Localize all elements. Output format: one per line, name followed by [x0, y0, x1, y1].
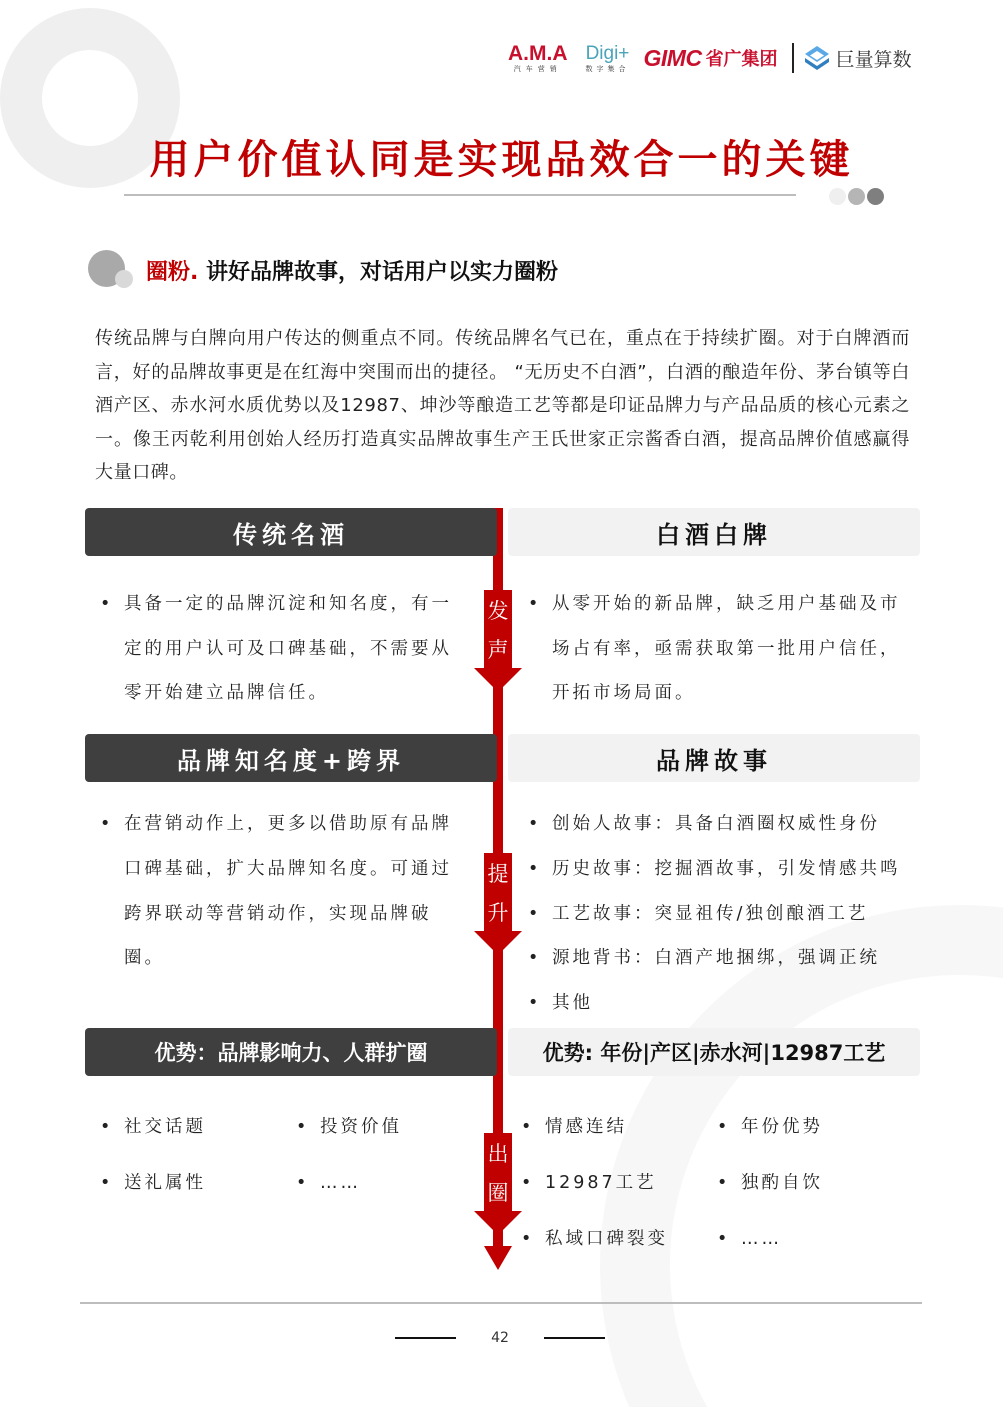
- list-item: • 送礼属性: [98, 1155, 294, 1211]
- arrow-improve: 提 升: [474, 853, 522, 955]
- logo-divider: [792, 43, 794, 73]
- page-number: 42: [491, 1330, 509, 1346]
- list-item: • ……: [294, 1155, 490, 1211]
- footer-dash-right: [544, 1337, 605, 1339]
- list-item: • 年份优势: [715, 1099, 911, 1155]
- dot-dark: [867, 188, 884, 205]
- intro-paragraph: 传统品牌与白牌向用户传达的侧重点不同。传统品牌名气已在，重点在于持续扩圈。对于白牌酒而言，好的品牌故事更是在红海中突围而出的捷径。 “无历史不白酒”，白酒的酿造年份、茅台镇等白酒产区、赤水河水质优势以及12987、坤沙等酿造工艺等都是印证品牌力与产品品质的核心元素之一。像王丙乾利用创始人经历打造真实品牌故事生产王氏世家正宗酱香白酒，提高品牌价值感赢得大量口碑。: [95, 328, 910, 484]
- title-divider: [124, 194, 796, 196]
- juliang-logo: 巨量算数: [804, 45, 912, 72]
- dot-light: [829, 188, 846, 205]
- list-item: • 其他: [524, 981, 924, 1026]
- section-heading: [86, 250, 558, 290]
- row1-left-list: [96, 582, 466, 716]
- list-item: • 情感连结: [519, 1099, 715, 1155]
- list-item: • 社交话题: [98, 1099, 294, 1155]
- arrow-down-icon: [474, 1211, 522, 1235]
- header-brand-awareness: 品牌知名度+跨界: [85, 734, 497, 782]
- list-item: • 源地背书：白酒产地捆绑，强调正统: [524, 936, 924, 981]
- list-item: • 私域口碑裂变: [519, 1211, 715, 1267]
- header-advantage-right: 优势: 年份|产区|赤水河|12987工艺: [508, 1028, 920, 1076]
- row2-right-list: [524, 802, 924, 1026]
- header-traditional-liquor: 传统名酒: [85, 508, 497, 556]
- row3-left-grid: [98, 1099, 490, 1211]
- list-item: • 创始人故事：具备白酒圈权威性身份: [524, 802, 924, 847]
- arrow-end-icon: [484, 1246, 512, 1270]
- list-item: • 投资价值: [294, 1099, 490, 1155]
- header-white-label-liquor: 白酒白牌: [508, 508, 920, 556]
- list-item: • 在营销动作上，更多以借助原有品牌口碑基础，扩大品牌知名度。可通过跨界联动等营销动作，实现品牌破圈。: [96, 802, 466, 981]
- list-item: • 具备一定的品牌沉淀和知名度，有一定的用户认可及口碑基础，不需要从零开始建立品牌信任。: [96, 582, 466, 716]
- gimc-logo: GIMC 省广集团: [643, 44, 778, 71]
- ama-logo: A.M.A 汽车营销: [508, 41, 568, 73]
- list-item: • 工艺故事：突显祖传/独创酿酒工艺: [524, 892, 924, 937]
- section-accent: 圈粉.: [146, 259, 199, 285]
- partner-logos: [508, 38, 912, 78]
- arrow-down-icon: [474, 668, 522, 692]
- header-brand-story: 品牌故事: [508, 734, 920, 782]
- list-item: • 历史故事：挖掘酒故事，引发情感共鸣: [524, 847, 924, 892]
- row1-right-list: [524, 582, 916, 716]
- row2-left-list: [96, 802, 466, 981]
- dot-mid: [848, 188, 865, 205]
- list-item: • ……: [715, 1211, 911, 1267]
- list-item: • 从零开始的新品牌，缺乏用户基础及市场占有率，亟需获取第一批用户信任，开拓市场局面。: [524, 582, 916, 716]
- juliang-logo-icon: [804, 45, 830, 71]
- arrow-down-icon: [474, 931, 522, 955]
- list-item: • 12987工艺: [519, 1155, 715, 1211]
- digi-logo: Digi+ 数字集合: [585, 42, 630, 73]
- arrow-voice: 发 声: [474, 590, 522, 692]
- footer-dash-left: [395, 1337, 456, 1339]
- section-heading-text: 讲好品牌故事，对话用户以实力圈粉: [198, 259, 559, 285]
- row3-right-grid: [519, 1099, 911, 1267]
- page-number-area: [395, 1330, 605, 1346]
- page-title: 用户价值认同是实现品效合一的关键: [149, 137, 854, 183]
- footer-divider: [80, 1302, 922, 1304]
- arrow-break-out: 出 圈: [474, 1133, 522, 1235]
- header-advantage-left: 优势：品牌影响力、人群扩圈: [85, 1028, 497, 1076]
- list-item: • 独酌自饮: [715, 1155, 911, 1211]
- decorative-dots: [829, 188, 884, 205]
- circle-bullet-icon: [86, 250, 138, 290]
